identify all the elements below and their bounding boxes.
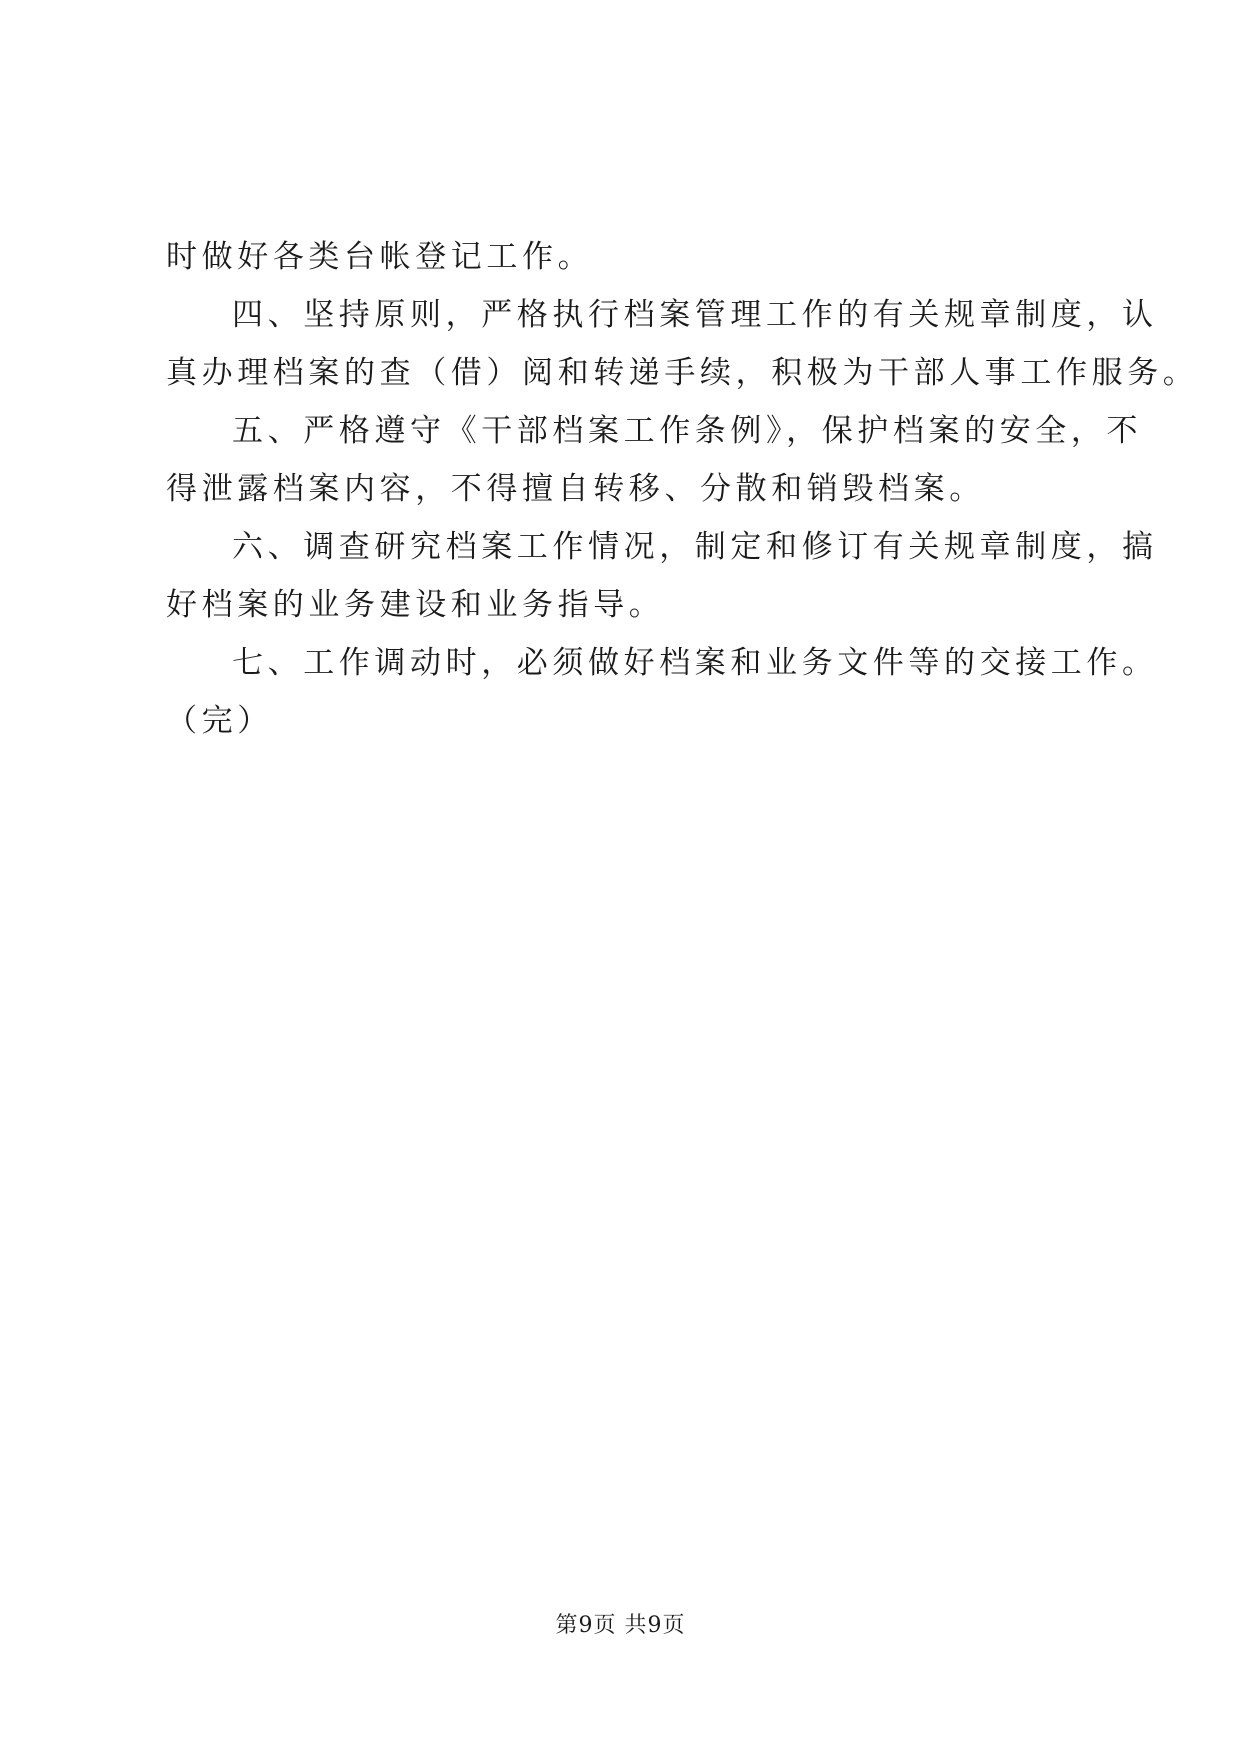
- clause-5-line-2: 得泄露档案内容，不得擅自转移、分散和销毁档案。: [166, 471, 985, 507]
- clause-6-line-2: 好档案的业务建设和业务指导。: [166, 587, 665, 623]
- clause-5-line-1: 五、严格遵守《干部档案工作条例》，保护档案的安全，不: [232, 413, 1143, 449]
- document-body: [166, 228, 1199, 750]
- clause-6-line-1: 六、调查研究档案工作情况，制定和修订有关规章制度，搞: [232, 529, 1158, 565]
- clause-7-line-1: 七、工作调动时，必须做好档案和业务文件等的交接工作。: [232, 645, 1158, 681]
- page-footer: [0, 1608, 1241, 1639]
- end-marker: （完）: [166, 703, 273, 739]
- text-line-continuation: 时做好各类台帐登记工作。: [166, 239, 594, 275]
- page-number: 第9页 共9页: [555, 1613, 686, 1638]
- clause-4-line-2: 真办理档案的查（借）阅和转递手续，积极为干部人事工作服务。: [166, 355, 1199, 391]
- clause-4-line-1: 四、坚持原则，严格执行档案管理工作的有关规章制度，认: [232, 297, 1158, 333]
